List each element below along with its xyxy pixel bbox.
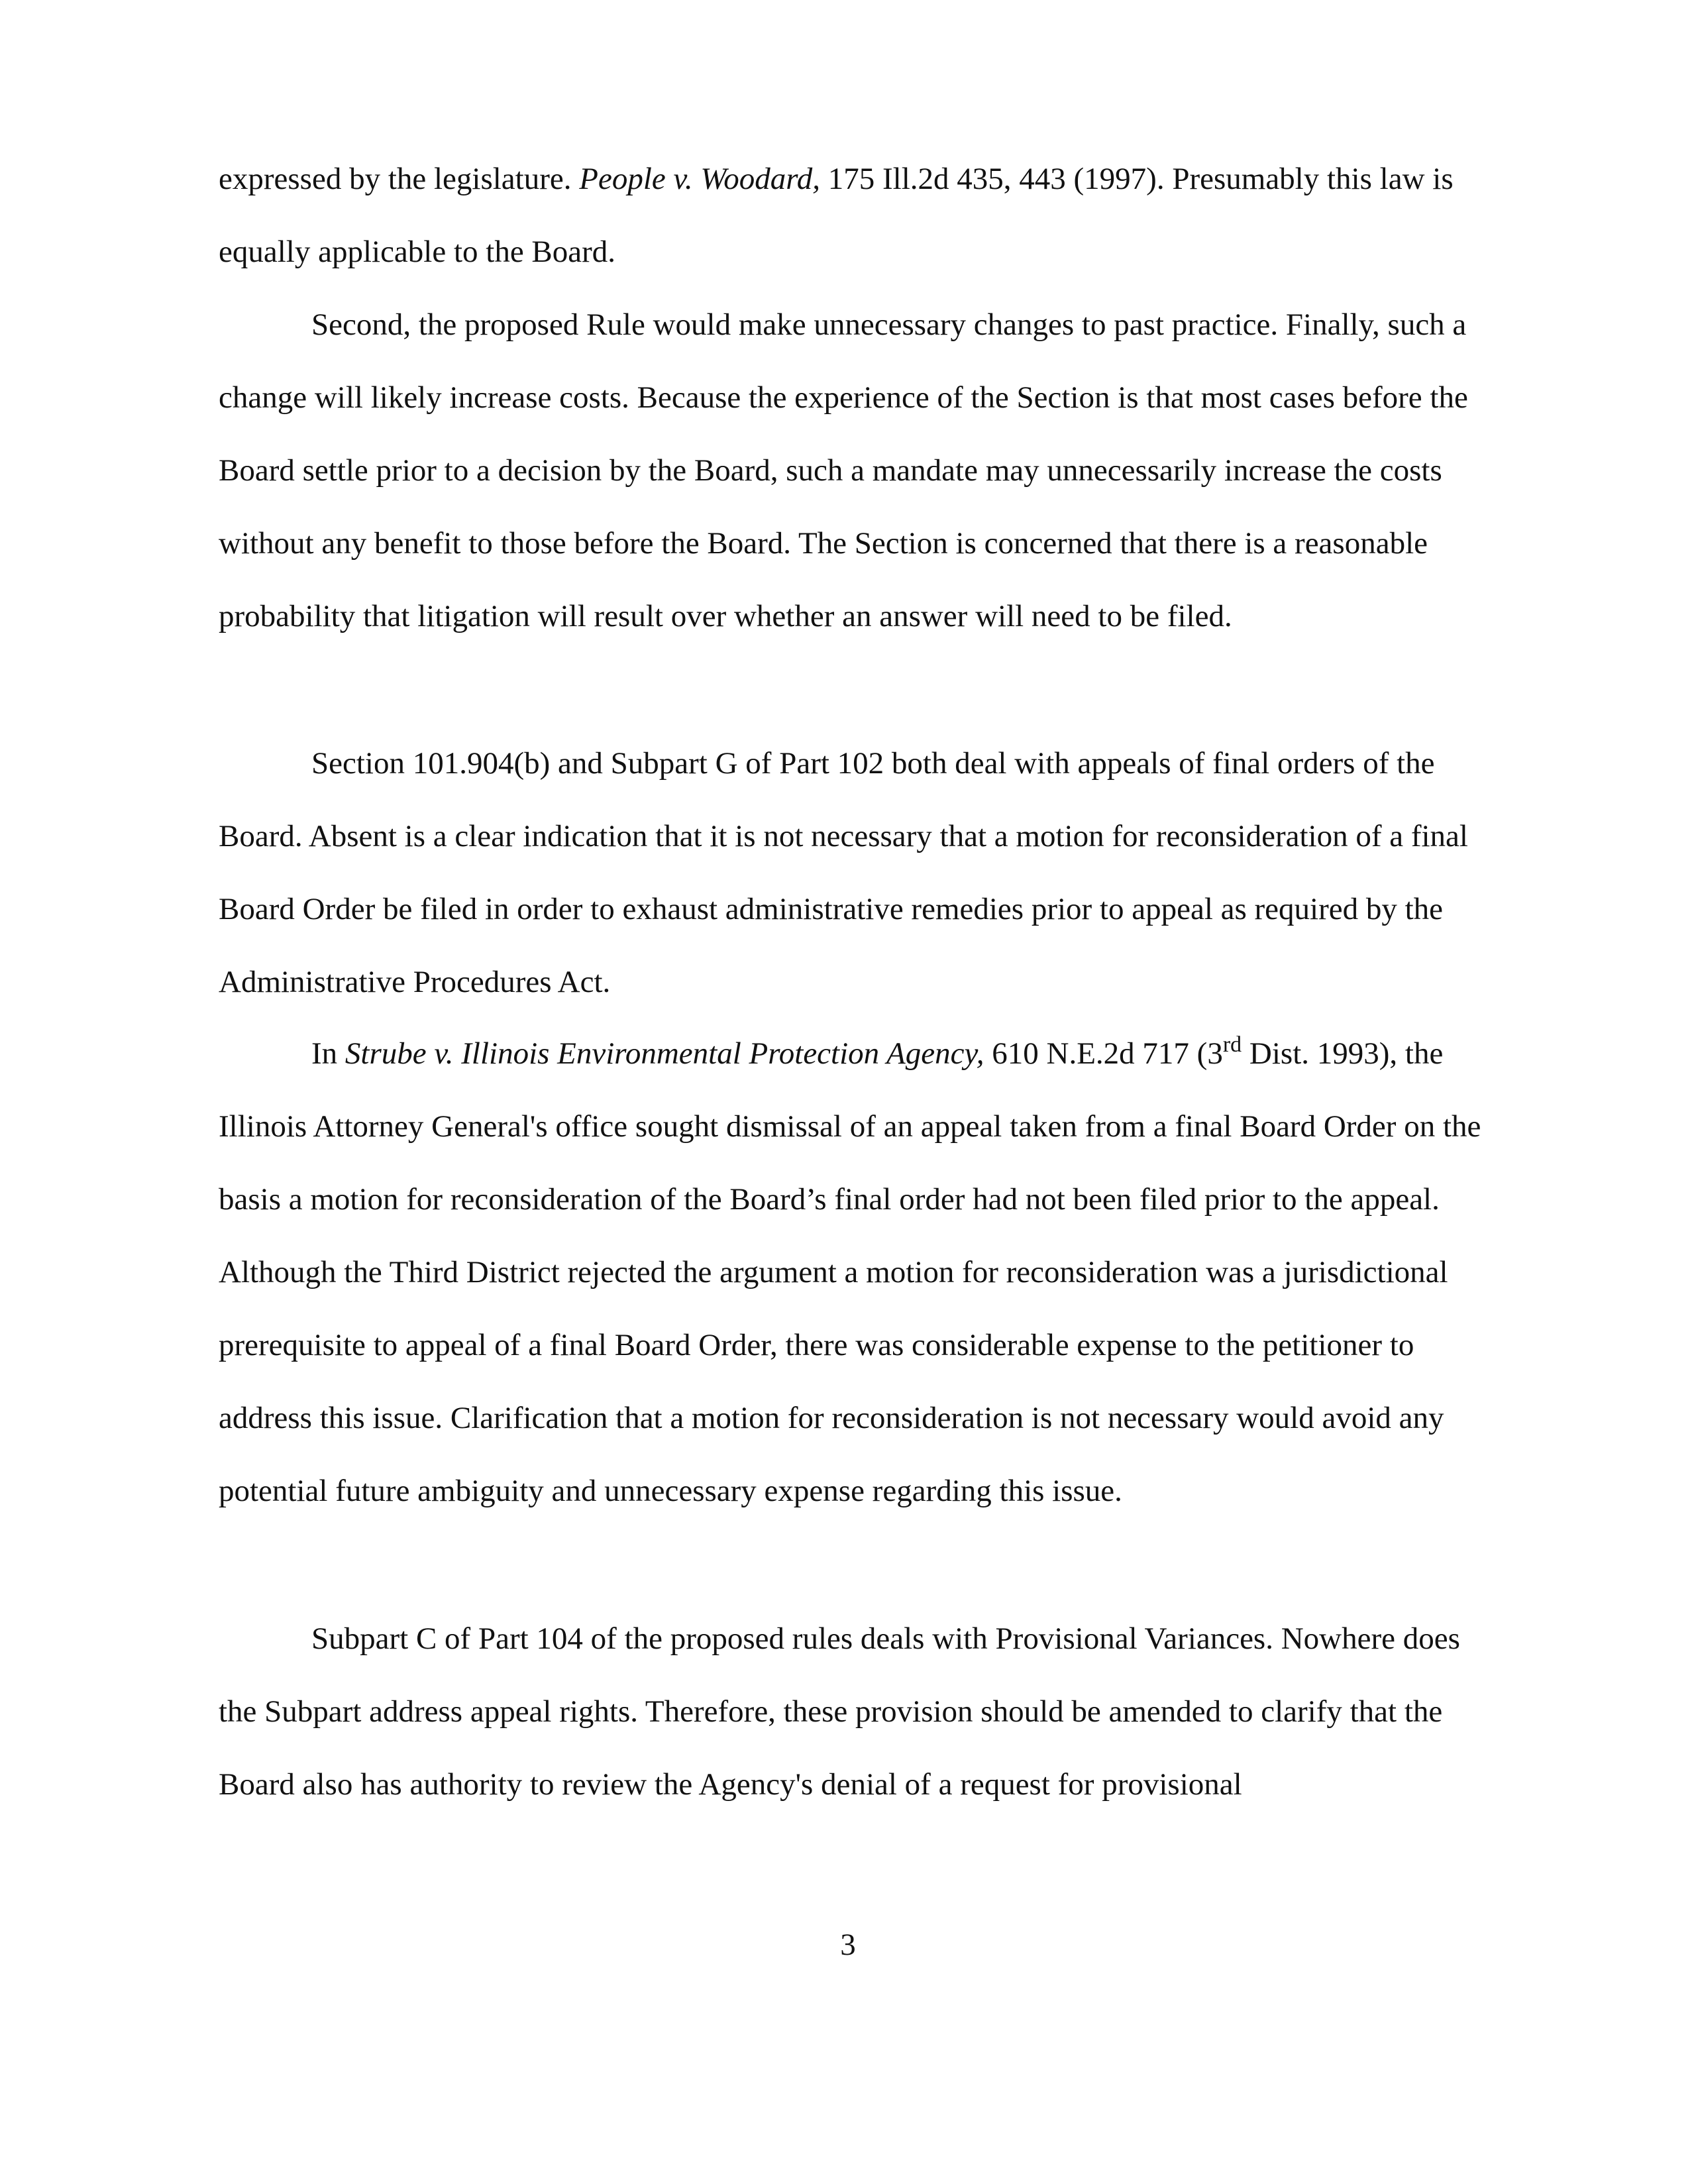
text-run: In — [311, 1036, 345, 1071]
paragraph-legislature — [219, 142, 1484, 288]
text-run: Section 101.904(b) and Subpart G of Part 102 both deal with appeals of final orders of the Board. Absent is a clear indication that it is not necessary that a motion for reconsideration of a final Board Order be filed in order to exhaust administrative remedies prior to appeal as required by the Administrative Procedures Act. — [219, 746, 1468, 999]
text-run: 175 Ill.2d 435, 443 (1997). Presumably this law is equally applicable to the Board. — [219, 162, 1454, 269]
text-run: 610 N.E.2d 717 (3 — [984, 1036, 1223, 1071]
paragraph-second-point — [219, 288, 1484, 653]
case-citation-strube: Strube v. Illinois Environmental Protection Agency, — [344, 1036, 984, 1071]
ordinal-superscript: rd — [1222, 1032, 1242, 1057]
text-run: Subpart C of Part 104 of the proposed rules deals with Provisional Variances. Nowhere does the Subpart address appeal rights. Therefore, these provision should be amended to clarify that the Board also has authority to review the Agency's denial of a request for provisional — [219, 1621, 1460, 1802]
page-number: 3 — [840, 1928, 856, 1962]
paragraph-provisional-variances — [219, 1602, 1484, 1821]
paragraph-appeals-final-orders — [219, 727, 1484, 1018]
text-run: Second, the proposed Rule would make unnecessary changes to past practice. Finally, such a change will likely increase costs. Because the experience of the Section is that most cases before the Board settle prior to a decision by the Board, such a mandate may unnecessarily increase the costs without any benefit to those before the Board. The Section is concerned that there is a reasonable probability that litigation will result over whether an answer will need to be filed. — [219, 307, 1468, 633]
text-run: Dist. 1993), the Illinois Attorney General's office sought dismissal of an appeal taken from a final Board Order on the basis a motion for reconsideration of the Board’s final order had not been filed prior to the appeal. Although the Third District rejected the argument a motion for reconsideration was a jurisdictional prerequisite to appeal of a final Board Order, there was considerable expense to the petitioner to address this issue. Clarification that a motion for reconsideration is not necessary would avoid any potential future ambiguity and unnecessary expense regarding this issue. — [219, 1036, 1481, 1508]
text-run: expressed by the legislature. — [219, 162, 580, 196]
case-citation-woodard: People v. Woodard, — [579, 162, 820, 196]
paragraph-strube-case — [219, 1017, 1484, 1527]
